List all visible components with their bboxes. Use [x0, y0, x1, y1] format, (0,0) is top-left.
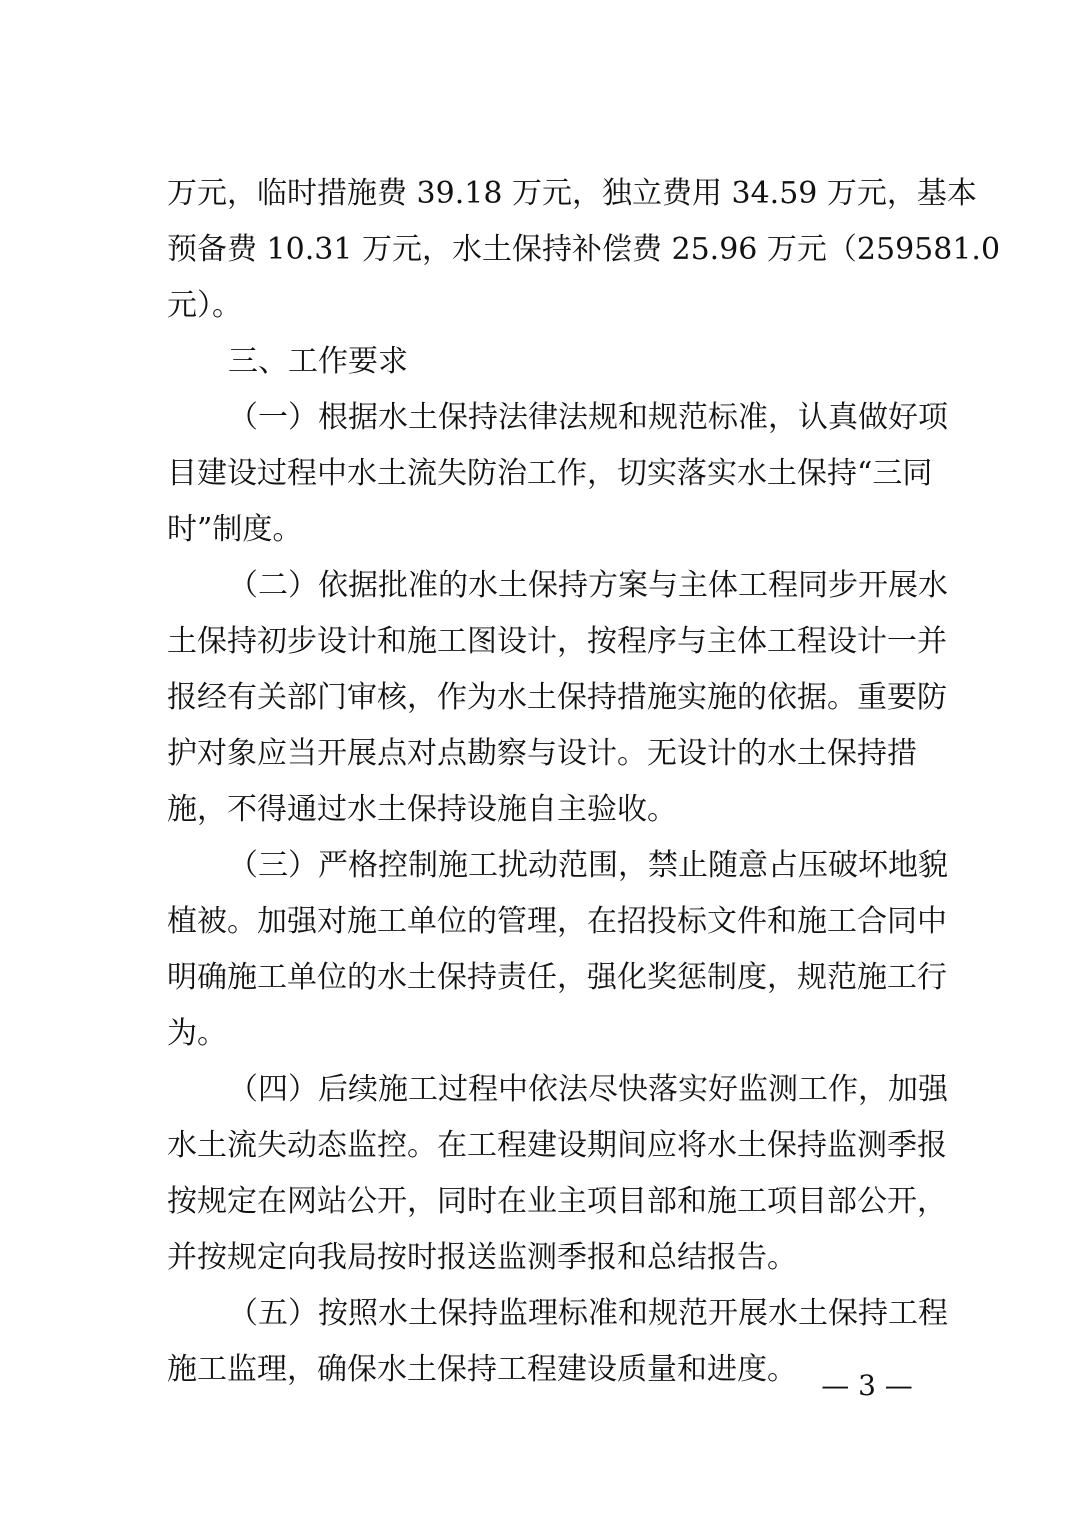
- paragraph-cost-line-3: 元）。: [167, 288, 242, 323]
- requirement-1-line-2: 目建设过程中水土流失防治工作，切实落实水土保持“三同: [167, 456, 933, 491]
- requirement-2-line-5: 施，不得通过水土保持设施自主验收。: [167, 792, 677, 827]
- requirement-2-line-2: 土保持初步设计和施工图设计，按程序与主体工程设计一并: [167, 624, 947, 659]
- requirement-3-line-3: 明确施工单位的水土保持责任，强化奖惩制度，规范施工行: [167, 960, 947, 995]
- requirement-4-line-4: 并按规定向我局按时报送监测季报和总结报告。: [167, 1240, 797, 1275]
- requirement-5-line-1: （五）按照水土保持监理标准和规范开展水土保持工程: [228, 1296, 948, 1331]
- paragraph-cost-line-1: 万元，临时措施费 39.18 万元，独立费用 34.59 万元，基本: [167, 176, 977, 211]
- requirement-4-line-1: （四）后续施工过程中依法尽快落实好监测工作，加强: [228, 1072, 948, 1107]
- requirement-1-line-3: 时”制度。: [167, 512, 303, 547]
- requirement-3-line-4: 为。: [167, 1016, 227, 1051]
- requirement-5-line-2: 施工监理，确保水土保持工程建设质量和进度。: [167, 1352, 797, 1387]
- requirement-2-line-3: 报经有关部门审核，作为水土保持措施实施的依据。重要防: [167, 680, 947, 715]
- requirement-4-line-2: 水土流失动态监控。在工程建设期间应将水土保持监测季报: [167, 1128, 947, 1163]
- requirement-3-line-2: 植被。加强对施工单位的管理，在招投标文件和施工合同中: [167, 904, 947, 939]
- requirement-1-line-1: （一）根据水土保持法律法规和规范标准，认真做好项: [228, 400, 948, 435]
- requirement-4-line-3: 按规定在网站公开，同时在业主项目部和施工项目部公开，: [167, 1184, 947, 1219]
- paragraph-cost-line-2: 预备费 10.31 万元，水土保持补偿费 25.96 万元（259581.0: [167, 232, 1001, 267]
- requirement-3-line-1: （三）严格控制施工扰动范围，禁止随意占压破坏地貌: [228, 848, 948, 883]
- page-number: — 3 —: [821, 1369, 913, 1402]
- requirement-2-line-1: （二）依据批准的水土保持方案与主体工程同步开展水: [228, 568, 948, 603]
- section-heading: 三、工作要求: [228, 344, 408, 379]
- requirement-2-line-4: 护对象应当开展点对点勘察与设计。无设计的水土保持措: [167, 736, 917, 771]
